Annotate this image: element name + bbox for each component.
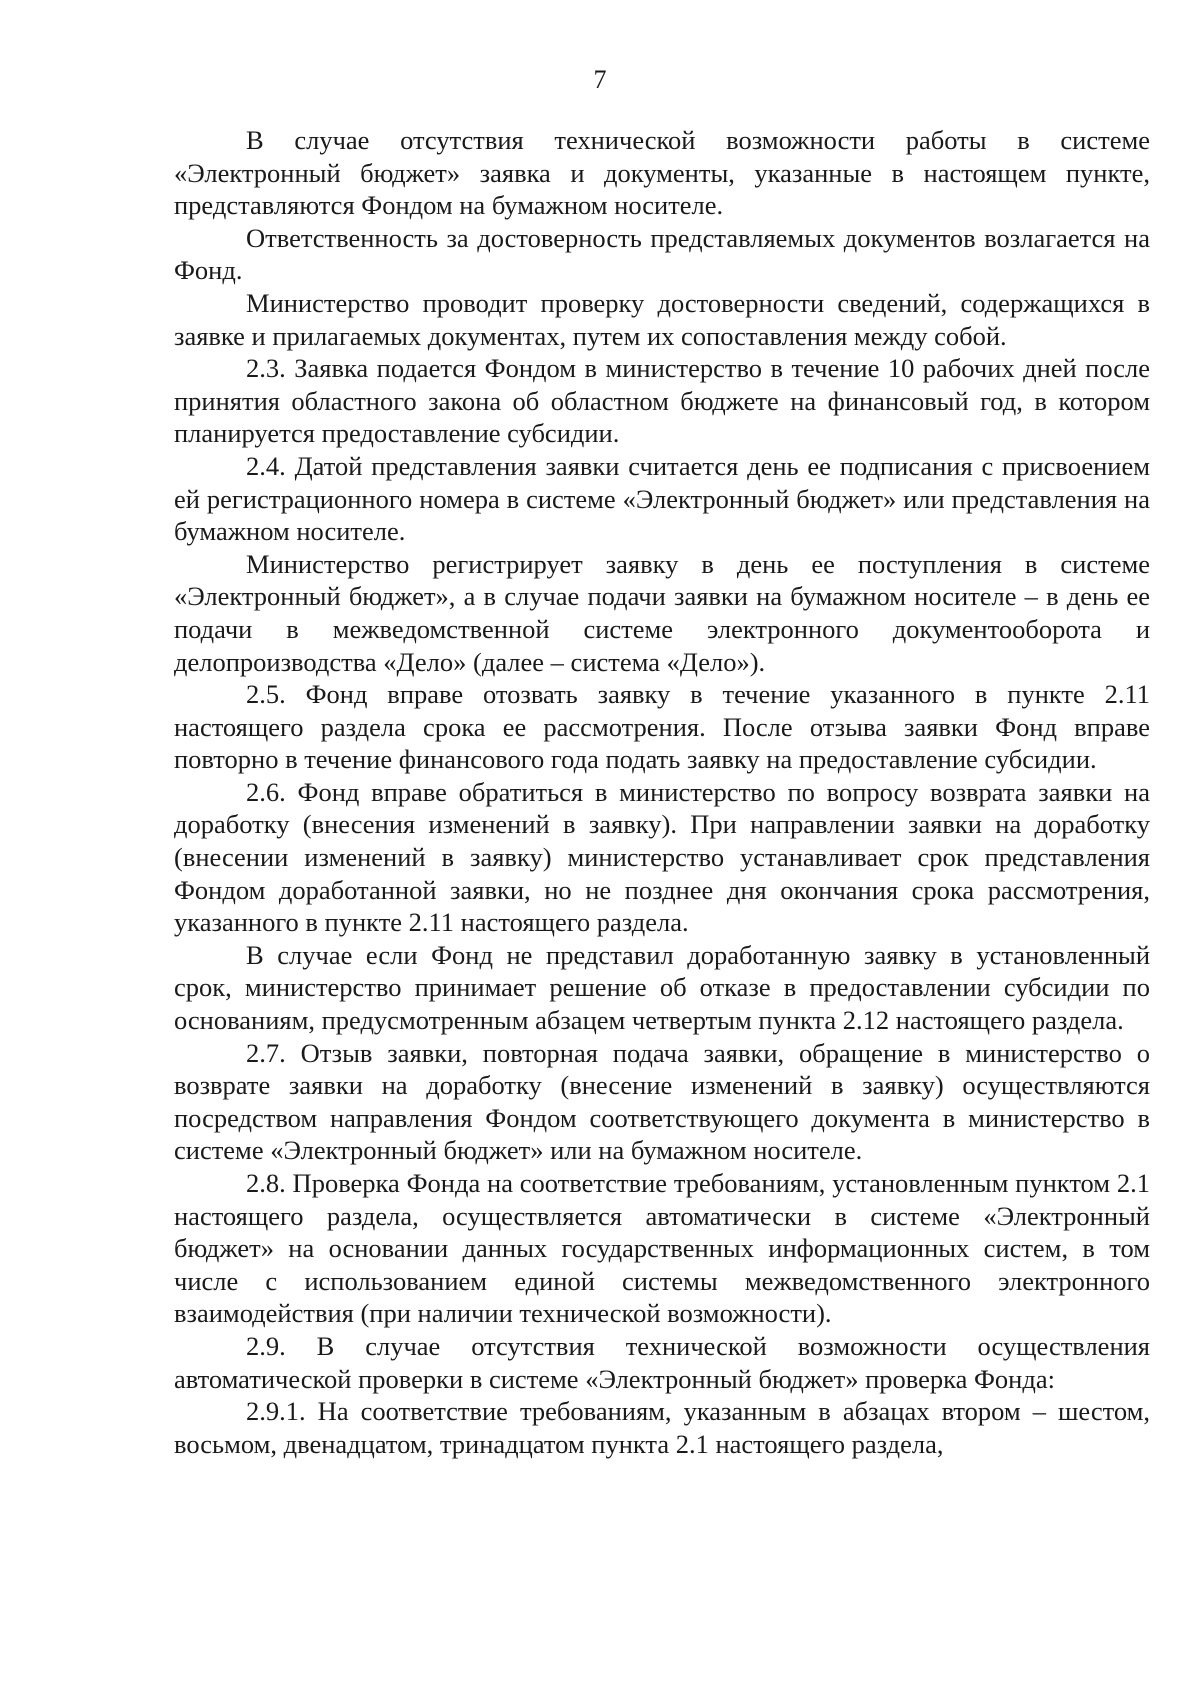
paragraph-2-5: 2.5. Фонд вправе отозвать заявку в течение указанного в пункте 2.11 настоящего раздела срока ее рассмотрения. После отзыва заявки Фонд вправе повторно в течение финансового года подать заявку на предоставление субсидии. [174, 679, 1150, 775]
document-body [174, 124, 1150, 1460]
paragraph-2-3: 2.3. Заявка подается Фондом в министерство в течение 10 рабочих дней после принятия областного закона об областном бюджете на финансовый год, в котором планируется предоставление субсидии. [174, 353, 1150, 449]
paragraph-rework-refusal: В случае если Фонд не представил доработанную заявку в установленный срок, министерство принимает решение об отказе в предоставлении субсидии по основаниям, предусмотренным абзацем четвертым пункта 2.12 настоящего раздела. [174, 939, 1150, 1036]
paragraph-2-6: 2.6. Фонд вправе обратиться в министерство по вопросу возврата заявки на доработку (внесения изменений в заявку). При направлении заявки на доработку (внесении изменений в заявку) министерство устанавливает срок представления Фондом доработанной заявки, но не позднее дня окончания срока рассмотрения, указанного в пункте 2.11 настоящего раздела. [174, 776, 1150, 938]
paragraph-ministry-registration: Министерство регистрирует заявку в день ее поступления в системе «Электронный бюджет», а в случае подачи заявки на бумажном носителе – в день ее подачи в межведомственной системе электронного документооборота и делопроизводства «Дело» (далее – система «Дело»). [174, 548, 1150, 677]
paragraph-2-7: 2.7. Отзыв заявки, повторная подача заявки, обращение в министерство о возврате заявки на доработку (внесение изменений в заявку) осуществляются посредством направления Фондом соответствующего документа в министерство в системе «Электронный бюджет» или на бумажном носителе. [174, 1037, 1150, 1166]
paragraph-2-8: 2.8. Проверка Фонда на соответствие требованиям, установленным пунктом 2.1 настоящего раздела, осуществляется автоматически в системе «Электронный бюджет» на основании данных государственных информационных систем, в том числе с использованием единой системы межведомственного электронного взаимодействия (при наличии технической возможности). [174, 1168, 1150, 1329]
paragraph-technical-absence: В случае отсутствия технической возможности работы в системе «Электронный бюджет» заявка и документы, указанные в настоящем пункте, представляются Фондом на бумажном носителе. [174, 125, 1150, 221]
paragraph-2-9: 2.9. В случае отсутствия технической возможности осуществления автоматической проверки в системе «Электронный бюджет» проверка Фонда: [174, 1330, 1150, 1394]
paragraph-2-4: 2.4. Датой представления заявки считается день ее подписания с присвоением ей регистрационного номера в системе «Электронный бюджет» или представления на бумажном носителе. [174, 450, 1150, 547]
page-number: 7 [593, 65, 607, 94]
paragraph-responsibility: Ответственность за достоверность представляемых документов возлагается на Фонд. [174, 222, 1150, 286]
paragraph-ministry-verification: Министерство проводит проверку достоверности сведений, содержащихся в заявке и прилагаемых документах, путем их сопоставления между собой. [174, 287, 1150, 351]
paragraph-2-9-1: 2.9.1. На соответствие требованиям, указанным в абзацах втором – шестом, восьмом, двенадцатом, тринадцатом пункта 2.1 настоящего раздела, [174, 1396, 1150, 1459]
